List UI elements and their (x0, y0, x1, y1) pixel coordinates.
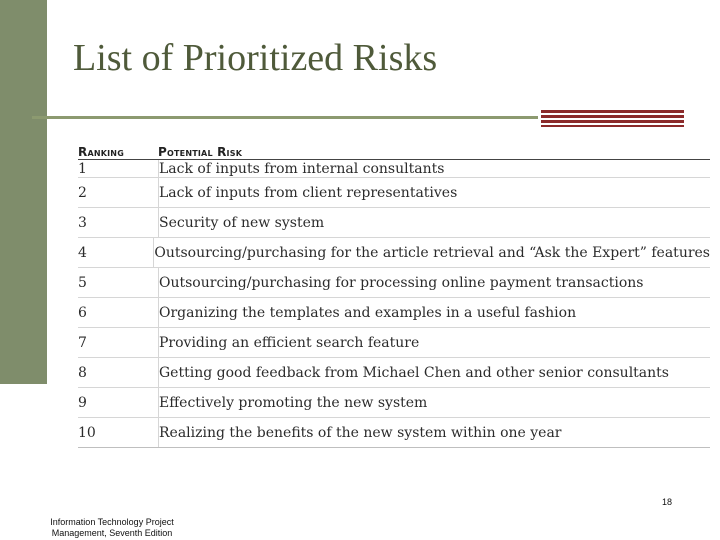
header-potential-risk: Potential Risk (158, 145, 243, 159)
risk-cell: Lack of inputs from client representatives (159, 184, 458, 201)
risk-cell: Lack of inputs from internal consultants (159, 160, 445, 177)
table-body (78, 160, 710, 448)
risk-cell: Effectively promoting the new system (159, 394, 428, 411)
rank-cell: 7 (78, 328, 159, 357)
table-row (78, 418, 710, 448)
rank-cell: 8 (78, 358, 159, 387)
table-header (78, 141, 710, 160)
risk-cell: Realizing the benefits of the new system within one year (159, 424, 562, 441)
rank-cell: 6 (78, 298, 159, 327)
footer-line: Information Technology Project (50, 517, 174, 527)
rank-cell: 5 (78, 268, 159, 297)
table-row (78, 178, 710, 208)
title-underline (32, 116, 538, 119)
rank-cell: 3 (78, 208, 159, 237)
page-number: 18 (662, 497, 673, 507)
table-row (78, 208, 710, 238)
rank-cell: 9 (78, 388, 159, 417)
risk-cell: Getting good feedback from Michael Chen and other senior consultants (159, 364, 669, 381)
table-row (78, 328, 710, 358)
header-ranking: Ranking (78, 145, 124, 159)
rank-cell: 4 (78, 238, 154, 267)
table-row (78, 298, 710, 328)
table-row (78, 358, 710, 388)
table-row (78, 160, 710, 178)
risk-cell: Outsourcing/purchasing for processing online payment transactions (159, 274, 644, 291)
rank-cell: 2 (78, 178, 159, 207)
table-row (78, 238, 710, 268)
risk-table (78, 141, 710, 448)
risk-cell: Organizing the templates and examples in a useful fashion (159, 304, 577, 321)
rank-cell: 1 (78, 160, 159, 177)
table-row (78, 268, 710, 298)
striped-accent-bar (541, 110, 684, 127)
slide-title: List of Prioritized Risks (73, 37, 438, 79)
table-row (78, 388, 710, 418)
risk-cell: Security of new system (159, 214, 325, 231)
left-accent-band (0, 0, 47, 384)
risk-cell: Outsourcing/purchasing for the article retrieval and “Ask the Expert” features (154, 244, 710, 261)
risk-cell: Providing an efficient search feature (159, 334, 420, 351)
rank-cell: 10 (78, 418, 159, 447)
footer-source (32, 517, 192, 539)
footer-line: Management, Seventh Edition (51, 528, 173, 538)
